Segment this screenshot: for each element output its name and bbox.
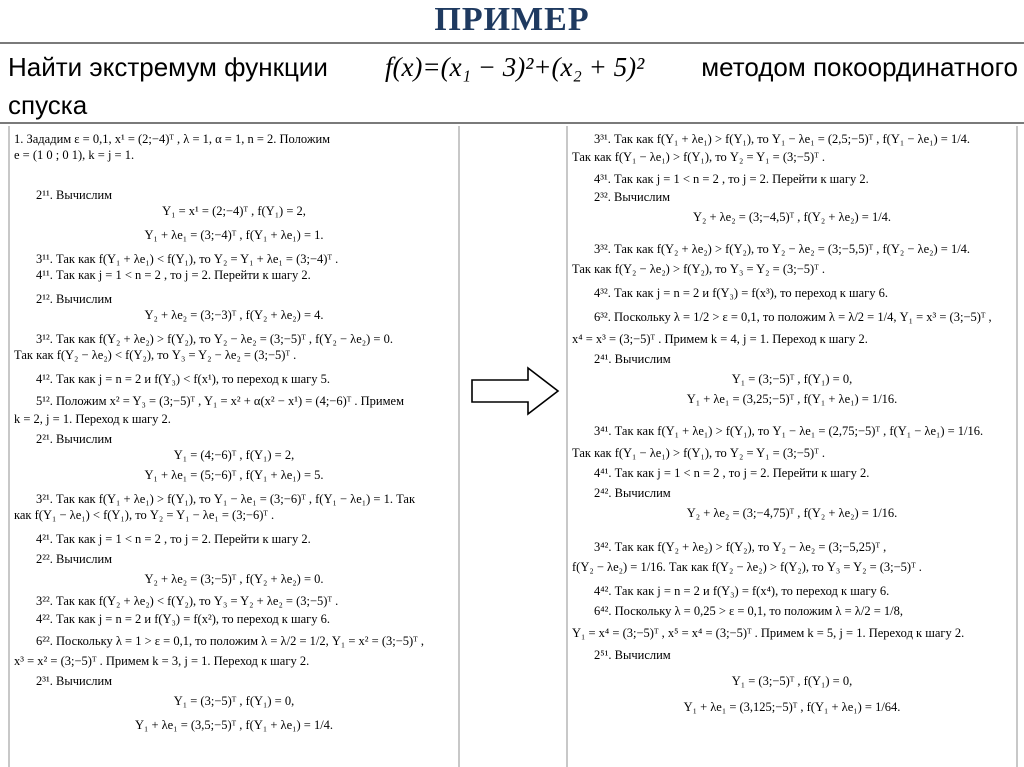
solution-line: 6⁴². Поскольку λ = 0,25 > ε = 0,1, то положим λ = λ/2 = 1/8, (594, 604, 903, 618)
solution-line: 4¹². Так как j = n = 2 и f(Y₃) < f(x¹), то переход к шагу 5. (36, 372, 331, 386)
task-prefix: Найти экстремум функции (8, 52, 328, 82)
solution-line: x³ = x² = (3;−5)ᵀ . Примем k = 3, j = 1. Переход к шагу 2. (14, 654, 310, 668)
solution-line: Y₂ + λe₂ = (3;−3)ᵀ , f(Y₂ + λe₂) = 4. (144, 308, 324, 322)
solution-line: 4⁴¹. Так как j = 1 < n = 2 , то j = 2. Перейти к шагу 2. (594, 466, 870, 480)
solution-line: 1. Зададим ε = 0,1, x¹ = (2;−4)ᵀ , λ = 1, α = 1, n = 2. Положим (14, 132, 331, 146)
solution-line: как f(Y₁ − λe₁) < f(Y₁), то Y₂ = Y₁ − λe₁ = (3;−6)ᵀ . (14, 508, 275, 522)
task-statement (0, 42, 1024, 124)
task-line-2: спуска (8, 90, 88, 120)
task-suffix: методом покоординатного (701, 52, 1018, 82)
solution-line: 3³¹. Так как f(Y₁ + λe₁) > f(Y₁), то Y₁ − λe₁ = (2,5;−5)ᵀ , f(Y₁ − λe₁) = 1/4. (594, 132, 971, 146)
solution-line: Y₁ = (4;−6)ᵀ , f(Y₁) = 2, (173, 448, 295, 462)
solution-line: 2⁴². Вычислим (594, 486, 671, 500)
solution-line: 5¹². Положим x² = Y₃ = (3;−5)ᵀ , Y₁ = x² + α(x² − x¹) = (4;−6)ᵀ . Примем (36, 394, 404, 408)
solution-line: 2³¹. Вычислим (36, 674, 113, 688)
solution-line: Y₁ + λe₁ = (3,5;−5)ᵀ , f(Y₁ + λe₁) = 1/4. (134, 718, 334, 732)
solution-line: x⁴ = x³ = (3;−5)ᵀ . Примем k = 4, j = 1. Переход к шагу 2. (572, 332, 868, 346)
solution-line: Так как f(Y₂ − λe₂) < f(Y₂), то Y₃ = Y₂ − λe₂ = (3;−5)ᵀ . (14, 348, 297, 362)
solution-line: 4²¹. Так как j = 1 < n = 2 , то j = 2. Перейти к шагу 2. (36, 532, 311, 546)
solution-line: 3⁴¹. Так как f(Y₁ + λe₁) > f(Y₁), то Y₁ − λe₁ = (2,75;−5)ᵀ , f(Y₁ − λe₁) = 1/16. (594, 424, 984, 438)
right-arrow-icon (470, 366, 560, 416)
solution-line: Y₂ + λe₂ = (3;−4,5)ᵀ , f(Y₂ + λe₂) = 1/4. (692, 210, 892, 224)
solution-line: 3¹². Так как f(Y₂ + λe₂) > f(Y₂), то Y₂ − λe₂ = (3;−5)ᵀ , f(Y₂ − λe₂) = 0. (36, 332, 393, 346)
solution-line: Y₁ + λe₁ = (3,25;−5)ᵀ , f(Y₁ + λe₁) = 1/16. (686, 392, 898, 406)
solution-line: Y₁ + λe₁ = (3,125;−5)ᵀ , f(Y₁ + λe₁) = 1/64. (683, 700, 901, 714)
solution-line: 2⁴¹. Вычислим (594, 352, 671, 366)
solution-line: 2²¹. Вычислим (36, 432, 113, 446)
solution-line: 4⁴². Так как j = n = 2 и f(Y₃) = f(x⁴), то переход к шагу 6. (594, 584, 890, 598)
solution-line: 3⁴². Так как f(Y₂ + λe₂) > f(Y₂), то Y₂ − λe₂ = (3;−5,25)ᵀ , (594, 540, 887, 554)
solution-line: Y₁ + λe₁ = (3;−4)ᵀ , f(Y₁ + λe₁) = 1. (144, 228, 324, 242)
solution-line: Y₂ + λe₂ = (3;−4,75)ᵀ , f(Y₂ + λe₂) = 1/16. (686, 506, 898, 520)
page-title: ПРИМЕР (434, 1, 590, 38)
left-solution-panel (8, 126, 460, 767)
solution-line: k = 2, j = 1. Переход к шагу 2. (14, 412, 171, 426)
solution-line: 4¹¹. Так как j = 1 < n = 2 , то j = 2. Перейти к шагу 2. (36, 268, 311, 282)
solution-line: Y₁ + λe₁ = (5;−6)ᵀ , f(Y₁ + λe₁) = 5. (144, 468, 324, 482)
solution-line: e = (1 0 ; 0 1), k = j = 1. (14, 148, 135, 162)
solution-line: 2²². Вычислим (36, 552, 113, 566)
solution-line: 4²². Так как j = n = 2 и f(Y₃) = f(x²), то переход к шагу 6. (36, 612, 331, 626)
solution-line: 3²². Так как f(Y₂ + λe₂) < f(Y₂), то Y₃ = Y₂ + λe₂ = (3;−5)ᵀ . (36, 594, 339, 608)
solution-line: Y₁ = (3;−5)ᵀ , f(Y₁) = 0, (731, 372, 853, 386)
solution-line: Так как f(Y₂ − λe₂) > f(Y₂), то Y₃ = Y₂ = (3;−5)ᵀ . (572, 262, 825, 276)
solution-line: f(Y₂ − λe₂) = 1/16. Так как f(Y₂ − λe₂) > f(Y₂), то Y₃ = Y₂ = (3;−5)ᵀ . (572, 560, 922, 574)
solution-line: 3¹¹. Так как f(Y₁ + λe₁) < f(Y₁), то Y₂ = Y₁ + λe₁ = (3;−4)ᵀ . (36, 252, 339, 266)
solution-line: 2¹¹. Вычислим (36, 188, 113, 202)
solution-line: Y₁ = (3;−5)ᵀ , f(Y₁) = 0, (173, 694, 295, 708)
solution-line: Y₁ = (3;−5)ᵀ , f(Y₁) = 0, (731, 674, 853, 688)
solution-line: 2³². Вычислим (594, 190, 671, 204)
solution-line: 3³². Так как f(Y₂ + λe₂) > f(Y₂), то Y₂ − λe₂ = (3;−5,5)ᵀ , f(Y₂ − λe₂) = 1/4. (594, 242, 971, 256)
solution-line: 2⁵¹. Вычислим (594, 648, 671, 662)
solution-line: 4³¹. Так как j = 1 < n = 2 , то j = 2. Перейти к шагу 2. (594, 172, 869, 186)
solution-line: Так как f(Y₁ − λe₁) > f(Y₁), то Y₂ = Y₁ = (3;−5)ᵀ . (572, 446, 825, 460)
solution-line: 4³². Так как j = n = 2 и f(Y₃) = f(x³), то переход к шагу 6. (594, 286, 889, 300)
task-line-1 (8, 50, 1018, 84)
task-function: f(x)=(x₁ − 3)²+(x₂ + 5)² (384, 52, 645, 82)
right-solution-panel (566, 126, 1018, 767)
solution-line: Y₂ + λe₂ = (3;−5)ᵀ , f(Y₂ + λe₂) = 0. (144, 572, 324, 586)
solution-line: 3²¹. Так как f(Y₁ + λe₁) > f(Y₁), то Y₁ − λe₁ = (3;−6)ᵀ , f(Y₁ − λe₁) = 1. Так (36, 492, 416, 506)
solution-line: 6²². Поскольку λ = 1 > ε = 0,1, то положим λ = λ/2 = 1/2, Y₁ = x² = (3;−5)ᵀ , (36, 634, 424, 648)
solution-line: 6³². Поскольку λ = 1/2 > ε = 0,1, то положим λ = λ/2 = 1/4, Y₁ = x³ = (3;−5)ᵀ , (594, 310, 992, 324)
solution-line: Y₁ = x¹ = (2;−4)ᵀ , f(Y₁) = 2, (162, 204, 306, 218)
solution-line: Y₁ = x⁴ = (3;−5)ᵀ , x⁵ = x⁴ = (3;−5)ᵀ . Примем k = 5, j = 1. Переход к шагу 2. (572, 626, 965, 640)
solution-line: Так как f(Y₁ − λe₁) > f(Y₁), то Y₂ = Y₁ = (3;−5)ᵀ . (572, 150, 825, 164)
solution-line: 2¹². Вычислим (36, 292, 113, 306)
